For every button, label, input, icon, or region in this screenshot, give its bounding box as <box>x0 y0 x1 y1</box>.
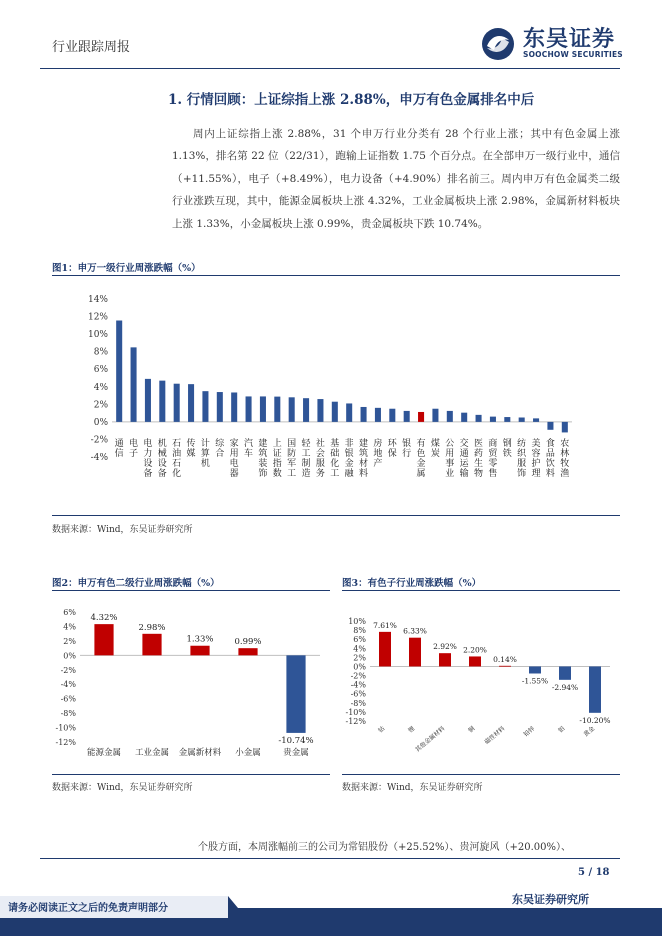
bar-铝 <box>559 666 571 679</box>
category-label: 房地产 <box>373 439 383 469</box>
category-label: 美容护理 <box>531 439 541 479</box>
bar-房地产 <box>375 408 381 422</box>
bar-环保 <box>389 409 395 422</box>
category-label: 煤炭 <box>430 439 440 459</box>
y-tick-label: 6% <box>63 608 76 617</box>
category-label: 钢铁 <box>502 439 512 459</box>
y-tick-label: 2% <box>63 636 76 646</box>
category-label: 机械设备 <box>157 439 167 479</box>
y-tick-label: 10% <box>87 330 108 341</box>
y-tick-label: 8% <box>93 347 108 358</box>
category-label: 纺织服饰 <box>517 439 527 479</box>
category-label: 综合 <box>215 439 225 459</box>
bar-社会服务 <box>317 399 323 422</box>
footer-divider <box>40 858 620 859</box>
y-tick-label: 2% <box>93 400 108 411</box>
fig3-top-rule <box>342 590 620 591</box>
category-label: 上证指数 <box>272 439 282 479</box>
y-tick-label: -6% <box>60 694 76 704</box>
category-label: 铜 <box>467 725 477 735</box>
bar-医药生物 <box>476 415 482 422</box>
bar-商贸零售 <box>490 417 496 422</box>
fig2-title: 图2：申万有色二级行业周涨跌幅（%） <box>52 578 220 589</box>
y-tick-label: -12% <box>345 717 366 726</box>
category-label: 小金属 <box>235 748 261 758</box>
fig2-chart <box>52 596 330 772</box>
bar-食品饮料 <box>547 422 553 430</box>
fig1-source: 数据来源：Wind，东吴证券研究所 <box>52 525 193 535</box>
bar-机械设备 <box>159 381 165 422</box>
category-label: 工业金属 <box>134 748 170 758</box>
bar-电子 <box>131 347 137 422</box>
y-tick-label: -6% <box>350 689 366 699</box>
y-tick-label: -2% <box>350 671 366 681</box>
y-tick-label: 10% <box>348 617 366 626</box>
bar-其他金属材料 <box>439 653 451 666</box>
y-tick-label: -10% <box>345 707 366 717</box>
category-label: 磁性材料 <box>483 725 507 746</box>
data-label: 0.14% <box>493 654 517 664</box>
fig1-title: 图1：申万一级行业周涨跌幅（%） <box>52 263 201 274</box>
category-label: 家用电器 <box>229 439 239 479</box>
bar-轻工制造 <box>303 398 309 422</box>
category-label: 传媒 <box>186 439 196 459</box>
bar-锂 <box>409 638 421 667</box>
logo-text-cn: 东吴证券 <box>523 27 616 52</box>
report-type-label: 行业跟踪周报 <box>52 40 131 55</box>
category-label: 基础化工 <box>330 439 340 479</box>
data-label: 0.99% <box>234 637 262 648</box>
y-tick-label: -4% <box>350 680 366 690</box>
logo-text-en: SOOCHOW SECURITIES <box>523 50 623 59</box>
bar-交通运输 <box>461 413 467 422</box>
data-label: -2.94% <box>551 682 579 692</box>
y-tick-label: 4% <box>93 382 108 393</box>
category-label: 农林牧渔 <box>560 439 570 479</box>
y-tick-label: 6% <box>353 635 366 645</box>
bar-汽车 <box>246 396 252 421</box>
bar-计算机 <box>202 391 208 422</box>
y-tick-label: -8% <box>60 709 76 719</box>
category-label: 其他金属材料 <box>414 725 447 754</box>
y-tick-label: -2% <box>90 435 108 446</box>
category-label: 公用事业 <box>445 439 455 479</box>
y-tick-label: 8% <box>353 626 366 636</box>
category-label: 石油石化 <box>172 439 182 479</box>
category-label: 银行 <box>402 439 412 459</box>
y-tick-label: -4% <box>90 453 108 463</box>
fig2-bottom-rule <box>52 774 330 775</box>
bar-有色金属 <box>418 412 424 422</box>
bar-综合 <box>217 392 223 422</box>
bar-建筑材料 <box>361 407 367 422</box>
logo-circle <box>482 28 514 60</box>
category-label: 钴 <box>377 725 387 735</box>
category-label: 锂 <box>407 725 417 735</box>
bar-铅锌 <box>529 666 541 673</box>
category-label: 电子 <box>129 439 139 459</box>
category-label: 轻工制造 <box>301 439 311 479</box>
category-label: 铝 <box>557 725 567 735</box>
market-review-paragraph: 周内上证综指上涨 2.88%，31 个申万行业分类有 28 个行业上涨；其中有色金属上涨 1.13%，排名第 22 位（22/31），跑输上证指数 1.75 个百分点。在全部申万一级行业中，通信（+11.55%），电子（+8.49%），电力设备（+4.90%）排名前三。周内申万有色金属类二级行业涨跌互现，其中，能源金属板块上涨 4.32%，工业金属板块上涨 2.98%，金属新材料板块上涨 1.33%，小金属板块上涨 0.99%，贵金属板块下跌 10.74%。 <box>172 128 620 230</box>
data-label: 6.33% <box>403 626 427 636</box>
bar-铜 <box>469 656 481 666</box>
category-label: 贵金属 <box>283 748 309 758</box>
y-tick-label: -12% <box>55 738 76 747</box>
bar-小金属 <box>238 648 257 655</box>
bar-钴 <box>379 632 391 667</box>
fig2-top-rule <box>52 590 330 591</box>
fig3-title: 图3：有色子行业周涨跌幅（%） <box>342 578 482 589</box>
category-label: 建筑材料 <box>359 439 369 479</box>
y-tick-label: -2% <box>60 665 76 675</box>
fig3-bottom-rule <box>342 774 620 775</box>
bar-非银金融 <box>346 403 352 421</box>
category-label: 非银金融 <box>344 439 354 479</box>
bar-农林牧渔 <box>562 422 568 433</box>
category-label: 交通运输 <box>459 439 469 479</box>
bar-银行 <box>404 411 410 422</box>
category-label: 建筑装饰 <box>258 439 268 479</box>
bar-美容护理 <box>533 418 539 422</box>
y-tick-label: -8% <box>350 698 366 708</box>
category-label: 国防军工 <box>287 439 297 479</box>
data-label: -1.55% <box>521 676 549 686</box>
bar-通信 <box>116 321 122 422</box>
category-label: 环保 <box>387 439 397 459</box>
category-label: 金属新材料 <box>178 748 222 758</box>
category-label: 食品饮料 <box>545 439 555 479</box>
stock-review-paragraph: 个股方面，本周涨幅前三的公司为常铝股份（+25.52%）、贵河旋风（+20.00%）、 <box>198 842 572 853</box>
y-tick-label: 0% <box>63 651 76 661</box>
bar-钢铁 <box>504 417 510 422</box>
bar-电力设备 <box>145 379 151 422</box>
category-label: 社会服务 <box>315 439 325 479</box>
y-tick-label: 6% <box>93 365 108 376</box>
bar-建筑装饰 <box>260 396 266 421</box>
y-tick-label: 12% <box>87 312 108 323</box>
data-label: 4.32% <box>90 613 118 624</box>
bar-传媒 <box>188 384 194 422</box>
category-label: 医药生物 <box>474 439 484 479</box>
category-label: 能源金属 <box>86 748 122 758</box>
y-tick-label: 0% <box>93 417 108 428</box>
bar-磁性材料 <box>499 666 511 667</box>
category-label: 汽车 <box>244 439 254 459</box>
data-label: 2.98% <box>138 622 166 633</box>
footer-brand: 东吴证券研究所 <box>512 893 589 906</box>
fig3-chart <box>342 606 620 772</box>
y-tick-label: 4% <box>63 622 76 632</box>
y-tick-label: 0% <box>353 662 366 672</box>
disclaimer-text: 请务必阅读正文之后的免责声明部分 <box>8 903 168 914</box>
bar-石油石化 <box>174 384 180 422</box>
bar-国防军工 <box>289 397 295 422</box>
fig1-top-rule <box>52 275 620 276</box>
category-label: 商贸零售 <box>488 439 498 479</box>
bar-家用电器 <box>231 392 237 421</box>
category-label: 有色金属 <box>416 439 426 479</box>
y-tick-label: -4% <box>60 680 76 690</box>
category-label: 黄金 <box>582 725 597 739</box>
bar-贵金属 <box>286 655 305 733</box>
category-label: 计算机 <box>200 439 210 469</box>
bar-煤炭 <box>432 409 438 422</box>
fig3-source: 数据来源：Wind，东吴证券研究所 <box>342 783 483 793</box>
y-tick-label: 14% <box>87 295 108 305</box>
data-label: 7.61% <box>373 620 397 630</box>
y-tick-label: -10% <box>55 723 76 733</box>
category-label: 通信 <box>114 439 124 459</box>
data-label: -10.74% <box>278 735 314 746</box>
fig1-bottom-rule <box>52 515 620 516</box>
y-tick-label: 4% <box>353 644 366 654</box>
section-title: 1. 行情回顾：上证综指上涨 2.88%，申万有色金属排名中后 <box>168 92 535 108</box>
fig2-source: 数据来源：Wind，东吴证券研究所 <box>52 783 193 793</box>
bar-能源金属 <box>94 624 113 655</box>
header-divider <box>40 68 620 69</box>
bar-公用事业 <box>447 411 453 422</box>
bar-基础化工 <box>332 402 338 422</box>
bar-上证指数 <box>274 397 280 422</box>
bar-纺织服饰 <box>519 418 525 422</box>
y-tick-label: 2% <box>353 653 366 663</box>
data-label: 2.92% <box>433 642 457 652</box>
data-label: 2.20% <box>463 645 487 655</box>
category-label: 铅锌 <box>522 725 537 739</box>
bar-金属新材料 <box>190 646 209 656</box>
bar-工业金属 <box>142 634 161 656</box>
category-label: 电力设备 <box>143 439 153 479</box>
bar-黄金 <box>589 666 601 712</box>
fig1-chart <box>52 280 620 512</box>
data-label: 1.33% <box>186 634 214 645</box>
page-number: 5 / 18 <box>578 867 610 878</box>
data-label: -10.20% <box>579 715 611 725</box>
